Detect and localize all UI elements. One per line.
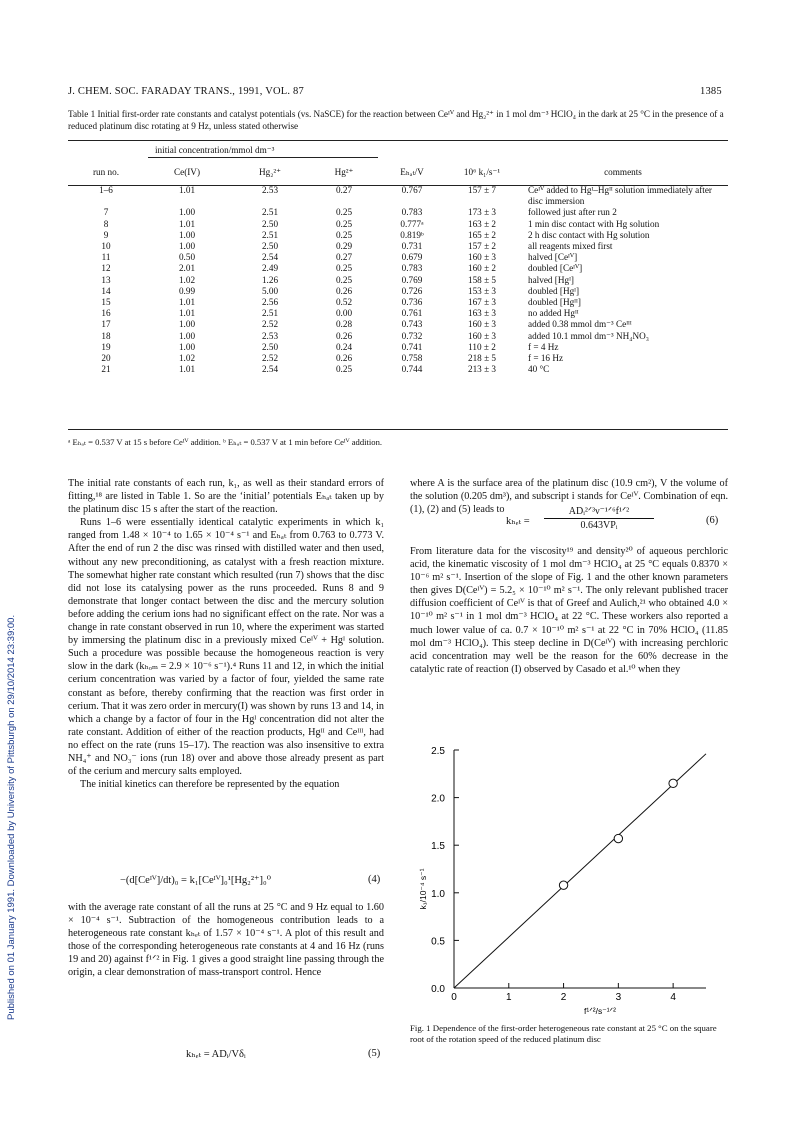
table-cell: 0.27 (335, 185, 353, 195)
table-cell: 0.26 (335, 353, 353, 364)
table-cell: 1.02 (178, 274, 196, 285)
table-cell: Ceᴵⱽ added to Hgᴵ–Hgᴵᴵ solution immediately after disc immersion (528, 185, 712, 207)
equation-5-number: (5) (368, 1048, 381, 1059)
table-cell: 0.24 (335, 341, 353, 352)
table-header-row (68, 167, 728, 185)
table-cell: 2.53 (261, 330, 279, 341)
table-cell: 0.761 (401, 308, 423, 319)
x-tick-label: 3 (615, 992, 622, 1003)
table-cell: 158 ± 5 (467, 274, 496, 285)
table-row (68, 319, 728, 330)
table-cell: 163 ± 2 (467, 218, 496, 229)
data-point (669, 779, 677, 787)
table-row (68, 207, 728, 218)
table-cell: added 10.1 mmol dm⁻³ NH₄NO₃ (528, 330, 649, 341)
table-cell: 2.53 (261, 185, 279, 195)
table-cell: 0.758 (401, 353, 423, 364)
table-cell: 21 (101, 364, 111, 375)
x-axis-label: f¹ᐟ²/s⁻¹ᐟ² (584, 1006, 616, 1016)
table-row (68, 342, 728, 353)
equation-6-lhs: kₕₑₜ = (506, 516, 530, 527)
table-cell: 0.741 (401, 341, 423, 352)
table-cell: 2.52 (261, 319, 279, 330)
table-cell: 14 (101, 285, 111, 296)
table-cell: 7 (103, 207, 109, 218)
table-cell: 2.51 (261, 207, 279, 218)
y-tick-label: 2.0 (431, 793, 445, 805)
table-cell: 0.783 (401, 263, 423, 274)
table-cell: 2.50 (261, 341, 279, 352)
table-cell: 0.726 (401, 285, 423, 296)
table-cell: 0.736 (401, 297, 423, 308)
x-tick-label: 0 (451, 992, 457, 1003)
x-tick-label: 2 (560, 992, 567, 1003)
table-cell: 17 (101, 319, 111, 330)
y-tick-label: 0.5 (431, 936, 445, 948)
equation-4: −(d[Ceᴵⱽ]/dt)₀ = k₁[Ceᴵⱽ]₀¹[Hg₂²⁺]₀⁰ (120, 875, 271, 886)
equation-5: kₕₑₜ = ADᵢ/Vδᵢ (186, 1049, 246, 1060)
table-cell: 2.51 (261, 308, 279, 319)
y-tick-label: 1.5 (431, 841, 445, 853)
table-cell: 2.49 (261, 263, 279, 274)
table-cell: 1.02 (178, 353, 196, 364)
table-cell: 0.26 (335, 330, 353, 341)
table-cell: doubled [Hgᴵᴵ] (528, 297, 581, 308)
equation-6-number: (6) (706, 515, 719, 526)
table-cell: 0.767 (401, 185, 423, 195)
table-caption: Table 1 Initial first-order rate constants and catalyst potentials (vs. NaSCE) for the reaction between Ceᴵⱽ and Hg₂²⁺ in 1 mol dm⁻³ HClO₄ in the dark at 25 °C in the presence of a reduced platinum disc rotating at 9 Hz, unless stated otherwise (68, 109, 724, 131)
group-header-rule (148, 157, 378, 158)
data-table (68, 167, 728, 375)
table-cell: 1–6 (99, 185, 113, 195)
table-row (68, 353, 728, 364)
col-header-hg22: Hg₂²⁺ (258, 167, 282, 177)
table-cell: 0.679 (401, 252, 423, 263)
table-cell: 1.00 (178, 207, 196, 218)
group-header: initial concentration/mmol dm⁻³ (155, 145, 275, 155)
table-bottom-rule (68, 429, 728, 430)
table-cell: all reagents mixed first (528, 241, 613, 252)
table-cell: halved [Ceᴵⱽ] (528, 252, 578, 263)
table-cell: doubled [Hgᴵ] (528, 285, 580, 296)
table-cell: 40 °C (528, 364, 550, 375)
table-footnote: ᵃ Eₕₐₜ = 0.537 V at 15 s before Ceᴵⱽ addition. ᵇ Eₕₐₜ = 0.537 V at 1 min before Ceᴵⱽ addition. (68, 437, 383, 447)
table-cell: 8 (103, 218, 109, 229)
table-cell: 0.99 (178, 285, 196, 296)
table-cell: 173 ± 3 (467, 207, 496, 218)
table-cell: 157 ± 7 (467, 185, 496, 195)
table-cell: 1.00 (178, 341, 196, 352)
table-top-rule (68, 140, 728, 141)
table-cell: 16 (101, 308, 111, 319)
table-cell: 0.26 (335, 285, 353, 296)
table-row (68, 308, 728, 319)
table-cell: 157 ± 2 (467, 241, 496, 252)
table-cell: 2.50 (261, 218, 279, 229)
y-tick-label: 0.0 (431, 984, 445, 995)
figure-1-chart (410, 740, 728, 1020)
table-cell: 1.01 (178, 308, 196, 319)
download-watermark-text: Published on 01 January 1991. Downloaded by University of Pittsburgh on 29/10/2014 23:39:00. (6, 614, 17, 1020)
table-cell: 2 h disc contact with Hg solution (528, 229, 650, 240)
table-row (68, 297, 728, 308)
table-cell: 0.819ᵇ (400, 229, 424, 240)
x-tick-label: 4 (670, 992, 676, 1003)
table-cell: 1.26 (261, 274, 279, 285)
y-tick-label: 2.5 (431, 746, 445, 757)
table-cell: 213 ± 3 (467, 364, 496, 375)
page-number: 1385 (700, 86, 722, 97)
table-cell: 2.51 (261, 229, 279, 240)
table-cell: 1.01 (178, 185, 196, 195)
table-cell: halved [Hgᴵ] (528, 274, 574, 285)
table-cell: 153 ± 3 (467, 285, 496, 296)
table-cell: 5.00 (261, 285, 279, 296)
col-header-run: run no. (92, 167, 120, 177)
table-cell: f = 4 Hz (528, 341, 559, 352)
table-cell: 160 ± 3 (467, 330, 496, 341)
table-cell: 0.777ᵃ (400, 218, 424, 229)
col-header-comments: comments (604, 167, 642, 177)
table-cell: followed just after run 2 (528, 207, 617, 218)
table-row (68, 185, 728, 207)
table-row (68, 275, 728, 286)
equation-6-numerator: ADᵢ²ᐟ³ν⁻¹ᐟ⁶f¹ᐟ² (544, 506, 654, 519)
table-cell: 0.769 (401, 274, 423, 285)
left-column (68, 477, 384, 791)
col-header-k1: 10⁶ k₁/s⁻¹ (463, 167, 501, 177)
table-cell: 2.54 (261, 252, 279, 263)
paragraph: The initial rate constants of each run, k₁, as well as their standard errors of fitting,¹⁸ are listed in Table 1. So are the ‘initial’ potentials Eₕₐₜ taken up by the platinum disc 15 s after the start of the reaction. (68, 478, 384, 516)
table-cell: 0.25 (335, 263, 353, 274)
table-cell: 163 ± 3 (467, 308, 496, 319)
table-row (68, 230, 728, 241)
paragraph: From literature data for the viscosity¹⁹ and density²⁰ of aqueous perchloric acid, the kinematic viscosity of 1 mol dm⁻³ HClO₄ at 25 °C equals 0.8370 × 10⁻⁶ m² s⁻¹. Insertion of the slope of Fig. 1 and the other known parameters then gives D(Ceᴵⱽ) = 5.2₅ × 10⁻¹⁰ m² s⁻¹. The only relevant published tracer diffusion coefficient of Ceᴵⱽ is that of Greef and Aulich,²¹ who obtained 4.0 × 10⁻¹⁰ m² s⁻¹ in 1 mol dm⁻³ HClO₄ at 22 °C. These workers also reported a much lower value of ca. 0.7 × 10⁻¹⁰ m² s⁻¹ at 22 °C in 70% HClO₄ (11.85 mol dm⁻³ HClO₄). This steep decline in D(Ceᴵⱽ) with increasing perchloric acid concentration may well be the reason for the 60% decrease in the catalytic rate of reaction (I) observed by Casado et al.¹⁰ when they (410, 546, 728, 675)
left-column-continued (68, 901, 384, 980)
table-cell: 1.01 (178, 364, 196, 375)
table-cell: 2.56 (261, 297, 279, 308)
table-cell: doubled [Ceᴵⱽ] (528, 263, 583, 274)
table-cell: 2.52 (261, 353, 279, 364)
table-cell: 0.25 (335, 229, 353, 240)
table-cell: 0.50 (178, 252, 196, 263)
table-cell: 11 (101, 252, 111, 263)
data-point (614, 834, 622, 842)
table-cell: 218 ± 5 (467, 353, 496, 364)
table-row (68, 364, 728, 375)
table-cell: 0.743 (401, 319, 423, 330)
table-cell: 0.27 (335, 252, 353, 263)
table-cell: 0.52 (335, 297, 353, 308)
table-cell: 2.50 (261, 241, 279, 252)
table-cell: 0.25 (335, 207, 353, 218)
table-cell: 110 ± 2 (468, 341, 496, 352)
table-cell: 10 (101, 241, 111, 252)
table-row (68, 263, 728, 274)
y-axis-label: k₁/10⁻⁴ s⁻¹ (418, 868, 428, 910)
download-watermark (0, 300, 28, 1020)
paragraph: where A is the surface area of the platinum disc (10.9 cm²), V the volume of the solution (0.205 dm³), and subscript i stands for Ceᴵⱽ. Combination of eqn. (1), (2) and (5) leads to (410, 478, 728, 516)
table-row (68, 331, 728, 342)
table-cell: 160 ± 3 (467, 252, 496, 263)
right-column-continued (410, 545, 728, 676)
table-cell: 2.54 (261, 364, 279, 375)
table-cell: 160 ± 2 (467, 263, 496, 274)
table-cell: 2.01 (178, 263, 196, 274)
table-row (68, 286, 728, 297)
data-point (559, 881, 567, 889)
table-cell: added 0.38 mmol dm⁻³ Ceᴵᴵᴵ (528, 319, 632, 330)
table-cell: 0.00 (335, 308, 353, 319)
journal-header: J. CHEM. SOC. FARADAY TRANS., 1991, VOL. 87 (68, 86, 304, 97)
table-cell: 1.00 (178, 241, 196, 252)
table-cell: 0.744 (401, 364, 423, 375)
table-cell: 0.28 (335, 319, 353, 330)
table-cell: 160 ± 3 (467, 319, 496, 330)
table-cell: 1.01 (178, 218, 196, 229)
table-cell: 0.783 (401, 207, 423, 218)
x-tick-label: 1 (506, 992, 512, 1003)
table-cell: 9 (103, 229, 109, 240)
table-cell: 0.25 (335, 364, 353, 375)
table-cell: 12 (101, 263, 111, 274)
table-cell: 15 (101, 297, 111, 308)
col-header-ce: Ce(IV) (173, 167, 201, 177)
table-cell: 0.25 (335, 218, 353, 229)
table-cell: 20 (101, 353, 111, 364)
table-cell: 1.00 (178, 330, 196, 341)
table-cell: 1.00 (178, 319, 196, 330)
table-cell: 19 (101, 341, 111, 352)
table-cell: 0.25 (335, 274, 353, 285)
table-cell: 1.01 (178, 297, 196, 308)
y-tick-label: 1.0 (431, 888, 445, 900)
table-row (68, 252, 728, 263)
table-cell: 18 (101, 330, 111, 341)
table-cell: 167 ± 3 (467, 297, 496, 308)
table-cell: 1 min disc contact with Hg solution (528, 218, 660, 229)
col-header-hg2: Hg²⁺ (334, 167, 354, 177)
equation-4-number: (4) (368, 874, 381, 885)
figure-caption: Fig. 1 Dependence of the first-order heterogeneous rate constant at 25 °C on the square root of the rotation speed of the reduced platinum disc (410, 1023, 717, 1044)
paragraph: Runs 1–6 were essentially identical catalytic experiments in which k₁ ranged from 1.48 × 10⁻⁴ to 1.65 × 10⁻⁴ s⁻¹ and Eₕₐₜ from 0.763 to 0.773 V. After the end of run 2 the disc was rinsed with distilled water and then used, without any new preconditioning, as catalyst with a fresh reaction mixture. The somewhat higher rate constant which resulted (run 7) shows that the disc did not lose its catalysing power as the runs proceeded. Runs 8 and 9 demonstrate that longer contact between the disc and the mercury solution before adding the cerium ions had no significant effect on the rate. Nor was a change in rate constant observed in run 10, where the experiment was started by immersing the platinum disc in a previously mixed Ceᴵⱽ + Hgᴵ solution. Such a procedure was possible because the homogeneous reaction is very slow in the dark (kₕₒₘ = 2.9 × 10⁻⁶ s⁻¹).⁴ Runs 11 and 12, in which the initial cerium concentration was varied by a factor of four, yielded the same rate constant as before, thereby confirming that the reaction was first order in cerium. That it was zero order in mercury(I) was shown by runs 13 and 14, in which a change by a factor of four in the Hgᴵ concentration did not alter the rate constant. Addition of either of the reaction products, Hgᴵᴵ and Ceᴵᴵᴵ, had no effect on the rate (runs 15–17). The reaction was also insensitive to extra NH₄⁺ and NO₃⁻ ions (run 18) over and above those already present as part of the cerium and mercury salts employed. (68, 517, 384, 778)
table-row (68, 241, 728, 252)
table-row (68, 219, 728, 230)
paragraph: with the average rate constant of all the runs at 25 °C and 9 Hz equal to 1.60 × 10⁻⁴ s⁻¹. Subtraction of the homogeneous contribution leads to a heterogeneous rate constant kₕₑₜ of 1.57 × 10⁻⁴ s⁻¹. A plot of this result and those of the corresponding heterogeneous rate constants at 4 and 16 Hz (runs 19 and 20) against f¹ᐟ² in Fig. 1 gives a good straight line passing through the origin, a clear demonstration of mass-transport control. Hence (68, 902, 384, 979)
table-cell: 0.732 (401, 330, 423, 341)
equation-6-fraction (544, 506, 654, 531)
table-cell: f = 16 Hz (528, 353, 564, 364)
col-header-ecat: Eₕₐₜ/V (400, 167, 424, 177)
equation-6-denominator: 0.643VPᵢ (580, 520, 618, 531)
table-cell: 13 (101, 274, 111, 285)
table-cell: 165 ± 2 (467, 229, 496, 240)
fit-line (454, 754, 706, 988)
table-cell: 0.731 (401, 241, 423, 252)
table-cell: no added Hgᴵᴵ (528, 308, 579, 319)
table-cell: 1.00 (178, 229, 196, 240)
table-cell: 0.29 (335, 241, 353, 252)
paragraph: The initial kinetics can therefore be represented by the equation (80, 779, 340, 791)
